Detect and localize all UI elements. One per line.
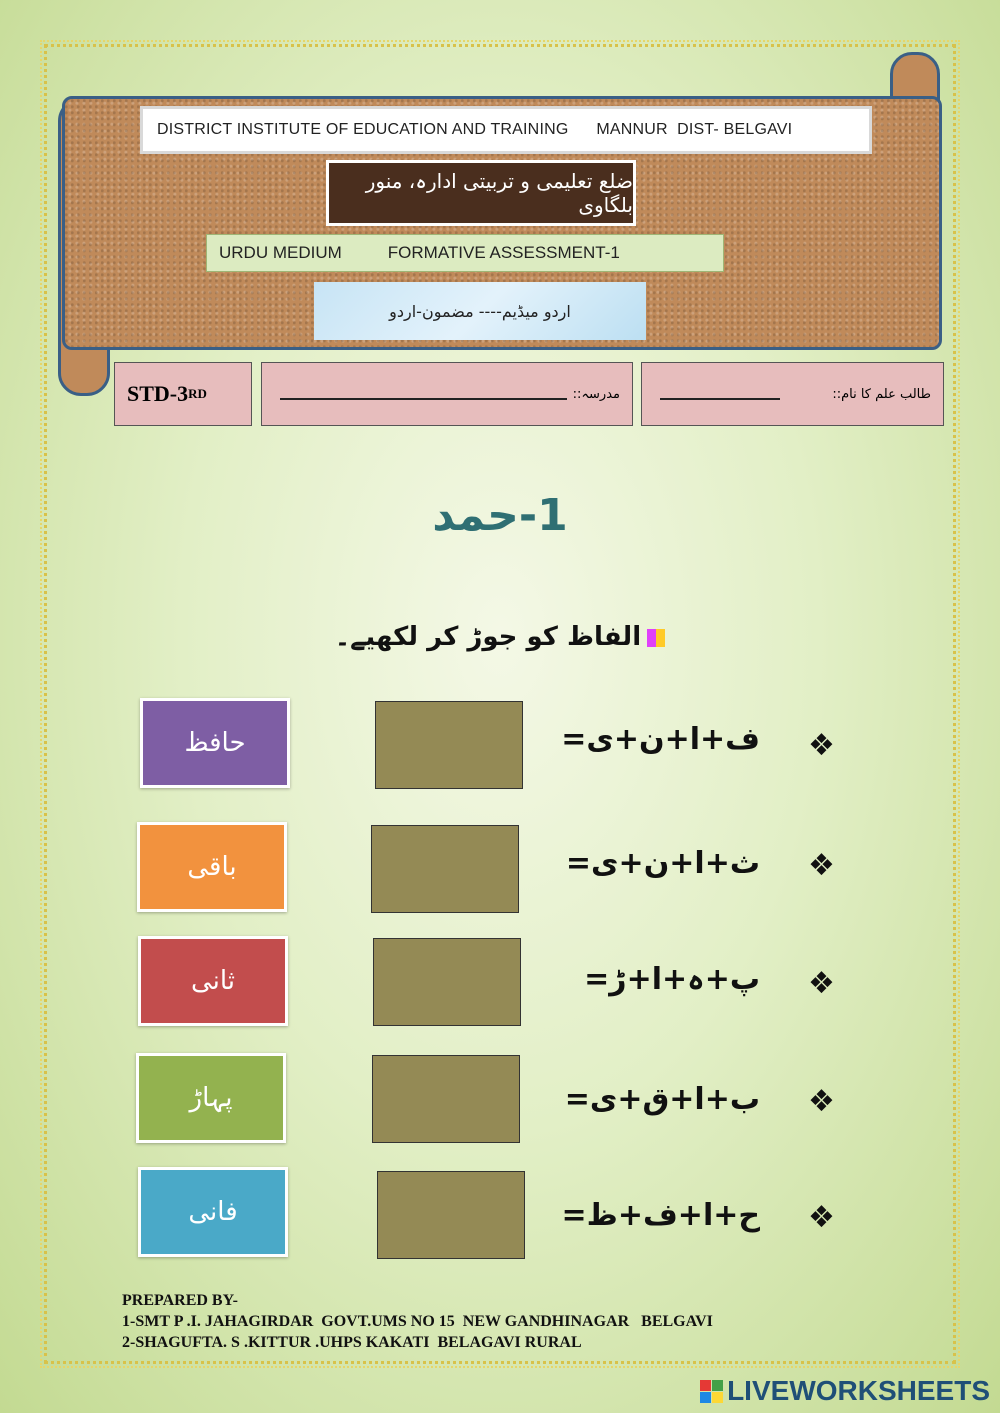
letter-equation: ف+ا+ن+ی= — [561, 722, 760, 757]
diamond-bullet-icon: ❖ — [808, 1200, 835, 1235]
word-card[interactable] — [136, 1053, 286, 1143]
word-card-label: پہاڑ — [189, 1083, 233, 1113]
letter-equation: ب+ا+ق+ی= — [564, 1082, 760, 1117]
answer-box[interactable] — [372, 1055, 520, 1143]
student-name-field[interactable] — [641, 362, 944, 426]
liveworksheets-brand: LIVEWORKSHEETS — [727, 1375, 990, 1406]
word-card[interactable] — [140, 698, 290, 788]
student-name-label: طالب علم کا نام:: — [832, 386, 931, 402]
medium-subject-urdu: اردو میڈیم---- مضمون-اردو — [314, 282, 646, 340]
school-label: مدرسہ:: — [572, 386, 620, 402]
school-field[interactable] — [261, 362, 633, 426]
prepared-by — [122, 1290, 713, 1353]
word-card-label: باقی — [187, 852, 237, 882]
word-card[interactable] — [138, 1167, 288, 1257]
institute-name: DISTRICT INSTITUTE OF EDUCATION AND TRAINING MANNUR DIST- BELGAVI — [140, 106, 872, 154]
prepared-line-1: 1-SMT P .I. JAHAGIRDAR GOVT.UMS NO 15 NEW GANDHINAGAR BELGAVI — [122, 1313, 713, 1330]
word-card-label: ثانی — [190, 966, 236, 996]
letter-equation: پ+ہ+ا+ڑ= — [584, 962, 760, 997]
student-name-input-line[interactable] — [660, 398, 780, 400]
school-input-line[interactable] — [280, 398, 567, 400]
std-box — [114, 362, 252, 426]
liveworksheets-logo[interactable] — [700, 1375, 990, 1407]
diamond-bullet-icon: ❖ — [808, 848, 835, 883]
answer-box[interactable] — [371, 825, 519, 913]
letter-equation: ح+ا+ف+ظ= — [561, 1198, 760, 1233]
diamond-bullet-icon: ❖ — [808, 966, 835, 1001]
letter-equation: ث+ا+ن+ی= — [565, 846, 760, 881]
prepared-heading: PREPARED BY- — [122, 1292, 239, 1309]
medium-label: URDU MEDIUM — [219, 243, 342, 262]
std-label: STD-3 — [127, 381, 189, 406]
assessment-banner — [206, 234, 724, 272]
instruction-bullet-icon — [647, 629, 665, 647]
institute-name-urdu: ضلع تعلیمی و تربیتی ادارہ، منور بلگاوی — [326, 160, 636, 226]
instruction — [0, 622, 1000, 652]
answer-box[interactable] — [373, 938, 521, 1026]
instruction-text: الفاظ کو جوڑ کر لکھیے۔ — [334, 622, 642, 652]
diamond-bullet-icon: ❖ — [808, 728, 835, 763]
word-card[interactable] — [138, 936, 288, 1026]
diamond-bullet-icon: ❖ — [808, 1084, 835, 1119]
word-card-label: حافظ — [184, 728, 246, 758]
word-card-label: فانی — [188, 1197, 238, 1227]
prepared-line-2: 2-SHAGUFTA. S .KITTUR .UHPS KAKATI BELAGAVI RURAL — [122, 1334, 582, 1351]
std-superscript: RD — [188, 386, 207, 401]
lesson-title: 1-حمد — [432, 490, 568, 541]
liveworksheets-icon — [700, 1380, 723, 1403]
word-card[interactable] — [137, 822, 287, 912]
assessment-label: FORMATIVE ASSESSMENT-1 — [387, 243, 620, 262]
answer-box[interactable] — [377, 1171, 525, 1259]
answer-box[interactable] — [375, 701, 523, 789]
